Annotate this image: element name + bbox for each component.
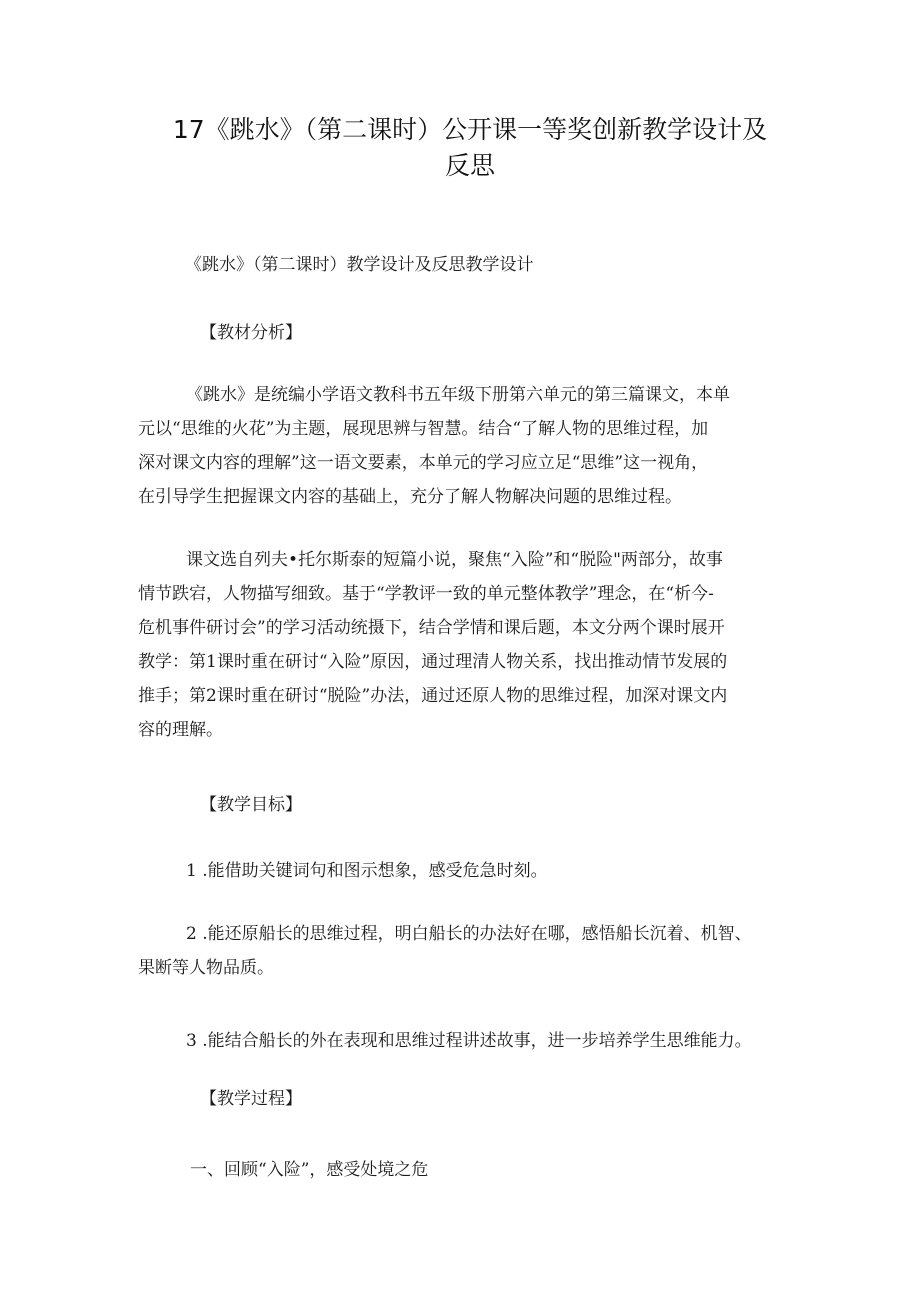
paragraph-line: 推手；第2课时重在研讨“脱险”办法，通过还原人物的思维过程，加深对课文内	[138, 686, 728, 706]
paragraph-line: 元以“思维的火花”为主题，展现思辨与智慧。结合“了解人物的思维过程，加	[138, 419, 709, 439]
subtitle: 《跳水》（第二课时）教学设计及反思教学设计	[185, 255, 534, 275]
title-line-1: 17《跳水》（第二课时）公开课一等奖创新教学设计及	[172, 115, 768, 144]
paragraph-line: 教学：第1课时重在研讨“入险”原因，通过理清人物关系，找出推动情节发展的	[138, 652, 728, 672]
paragraph-line: 深对课文内容的理解”这一语文要素，本单元的学习应立足“思维”这一视角，	[138, 453, 709, 473]
step-1-heading: 一、回顾“入险”，感受处境之危	[190, 1160, 429, 1180]
paragraph-line: 容的理解。	[138, 720, 223, 740]
paragraph-analysis-1	[138, 378, 730, 514]
title-line-2: 反思	[444, 151, 495, 180]
heading-analysis: 【教材分析】	[200, 323, 302, 343]
paragraph-line: 危机事件研讨会”的学习活动统摄下，结合学情和课后题，本文分两个课时展开	[138, 618, 725, 638]
goal-1: 1 .能借助关键词句和图示想象，感受危急时刻。	[186, 861, 548, 881]
goal-3: 3 .能结合船长的外在表现和思维过程讲述故事，进一步培养学生思维能力。	[186, 1031, 752, 1051]
paragraph-line: 《跳水》是统编小学语文教科书五年级下册第六单元的第三篇课文，本单	[186, 385, 730, 405]
heading-process: 【教学过程】	[200, 1089, 302, 1109]
paragraph-analysis-2	[138, 543, 727, 747]
paragraph-line: 课文选自列夫•托尔斯泰的短篇小说，聚焦“入险”和“脱险"两部分，故事	[186, 550, 723, 570]
document-title	[150, 112, 790, 184]
heading-goals: 【教学目标】	[200, 795, 302, 815]
paragraph-line: 情节跌宕，人物描写细致。基于“学教评一致的单元整体教学”理念，在“析今-	[138, 584, 714, 604]
paragraph-line: 在引导学生把握课文内容的基础上，充分了解人物解决问题的思维过程。	[138, 487, 682, 507]
goal-2	[138, 917, 752, 985]
goal-line: 2 .能还原船长的思维过程，明白船长的办法好在哪，感悟船长沉着、机智、	[186, 924, 752, 944]
goal-line: 果断等人物品质。	[138, 958, 274, 978]
